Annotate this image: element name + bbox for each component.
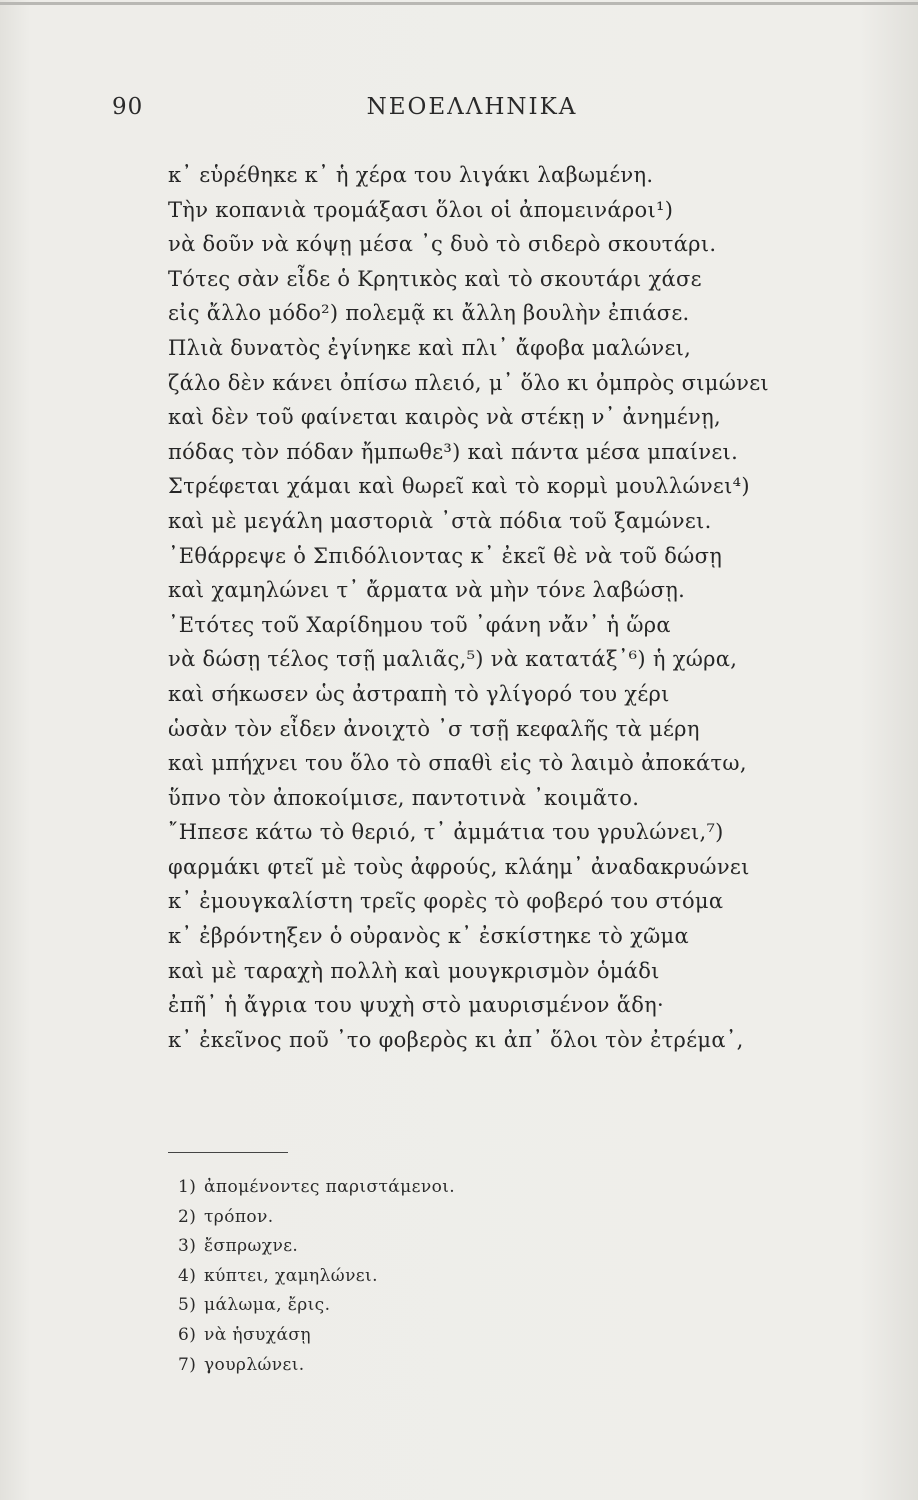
footnote-text: ἀπομένοντες παριστάμενοι. [204,1177,456,1197]
poem-line: καὶ μὲ ταραχὴ πολλὴ καὶ μουγκρισμὸν ὁμάδι [168,958,660,983]
footnote-number: 4) [178,1265,197,1286]
poem-line: εἰς ἄλλο μόδο²) πολεμᾷ κι ἄλλη βουλὴν ἐπιάσε. [168,301,690,326]
poem-line: Τὴν κοπανιὰ τρομάξασι ὅλοι οἱ ἀπομεινάροι¹) [168,197,674,222]
poem-line: Στρέφεται χάμαι καὶ θωρεῖ καὶ τὸ κορμὶ μουλλώνει⁴) [168,474,750,499]
poem-line: καὶ μπήχνει του ὅλο τὸ σπαθὶ εἰς τὸ λαιμὸ ἀποκάτω, [168,751,747,776]
footnotes [178,1173,778,1380]
running-head [0,94,918,120]
footnote-divider [168,1152,288,1153]
poem-line: κ᾿ ἐμουγκαλίστη τρεῖς φορὲς τὸ φοβερό του στόμα [168,889,724,914]
footnote-number: 2) [178,1206,197,1227]
running-head-title: ΝΕΟΕΛΛΗΝΙΚΑ [366,94,578,120]
top-edge-rule [0,2,918,5]
footnote-number: 3) [178,1236,197,1257]
footnote-text: τρόπον. [204,1206,274,1227]
footnote [178,1321,778,1351]
footnote-number: 7) [178,1354,197,1375]
poem-line: νὰ δώσῃ τέλος τσῇ μαλιᾶς,⁵) νὰ κατατάξ᾿⁶) ἡ χώρα, [168,647,738,672]
poem-line: ῎Ηπεσε κάτω τὸ θεριό, τ᾿ ἀμμάτια του γρυλώνει,⁷) [168,820,724,845]
footnote-number: 6) [178,1324,197,1345]
poem-line: νὰ δοῦν νὰ κόψῃ μέσα ᾿ς δυὸ τὸ σιδερὸ σκουτάρι. [168,232,717,257]
poem-line: ζάλο δὲν κάνει ὀπίσω πλειό, μ᾿ ὅλο κι ὀμπρὸς σιμώνει [168,370,769,395]
poem-line: καὶ χαμηλώνει τ᾿ ἄρματα νὰ μὴν τόνε λαβώσῃ. [168,578,686,603]
footnote [178,1262,778,1292]
poem-line: ὕπνο τὸν ἀποκοίμισε, παντοτινὰ ᾿κοιμᾶτο. [168,785,640,810]
poem-text [168,158,868,1057]
footnote-number: 5) [178,1295,197,1316]
poem-line: καὶ δὲν τοῦ φαίνεται καιρὸς νὰ στέκῃ ν᾿ ἀνημένῃ, [168,405,721,430]
poem-line: Τότες σὰν εἶδε ὁ Κρητικὸς καὶ τὸ σκουτάρι χάσε [168,266,702,291]
poem-line: πόδας τὸν πόδαν ἤμπωθε³) καὶ πάντα μέσα μπαίνει. [168,439,739,464]
footnote [178,1351,778,1381]
footnote [178,1232,778,1262]
footnote-text: γουρλώνει. [204,1354,305,1375]
footnote-text: νὰ ἡσυχάσῃ [204,1324,311,1345]
poem-line: καὶ μὲ μεγάλη μαστοριὰ ᾿στὰ πόδια τοῦ ξαμώνει. [168,508,712,533]
poem-line: ὡσὰν τὸν εἶδεν ἀνοιχτὸ ᾿σ τσῇ κεφαλῆς τὰ μέρη [168,716,700,741]
poem-line: ᾿Εθάρρεψε ὁ Σπιδόλιοντας κ᾿ ἐκεῖ θὲ νὰ τοῦ δώσῃ [168,543,723,568]
poem-line: καὶ σήκωσεν ὡς ἀστραπὴ τὸ γλίγορό του χέρι [168,681,670,706]
footnote-number: 1) [178,1177,197,1197]
poem-line: κ᾿ εὑρέθηκε κ᾿ ἡ χέρα του λιγάκι λαβωμένη. [168,163,654,187]
footnote [178,1291,778,1321]
page-number: 90 [112,94,144,120]
poem-line: Πλιὰ δυνατὸς ἐγίνηκε καὶ πλι᾿ ἄφοβα μαλώνει, [168,335,692,360]
poem-line: κ᾿ ἐκεῖνος ποῦ ᾿το φοβερὸς κι ἀπ᾿ ὅλοι τὸν ἐτρέμα᾿, [168,1027,744,1052]
footnote [178,1203,778,1233]
footnote-text: μάλωμα, ἔρις. [204,1295,331,1316]
poem-line: ἐπῆ᾿ ἡ ἄγρια του ψυχὴ στὸ μαυρισμένον ἅδη· [168,993,665,1018]
poem-line: κ᾿ ἐβρόντηξεν ὁ οὐρανὸς κ᾿ ἐσκίστηκε τὸ χῶμα [168,924,689,949]
footnote [178,1173,778,1203]
footnote-text: κύπτει, χαμηλώνει. [204,1265,378,1286]
poem-line: ᾿Ετότες τοῦ Χαρίδημου τοῦ ᾿φάνη νἄν᾿ ἡ ὥρα [168,612,671,637]
poem-line: φαρμάκι φτεῖ μὲ τοὺς ἀφρούς, κλάημ᾿ ἀναδακρυώνει [168,854,750,879]
footnote-text: ἔσπρωχνε. [204,1236,299,1257]
